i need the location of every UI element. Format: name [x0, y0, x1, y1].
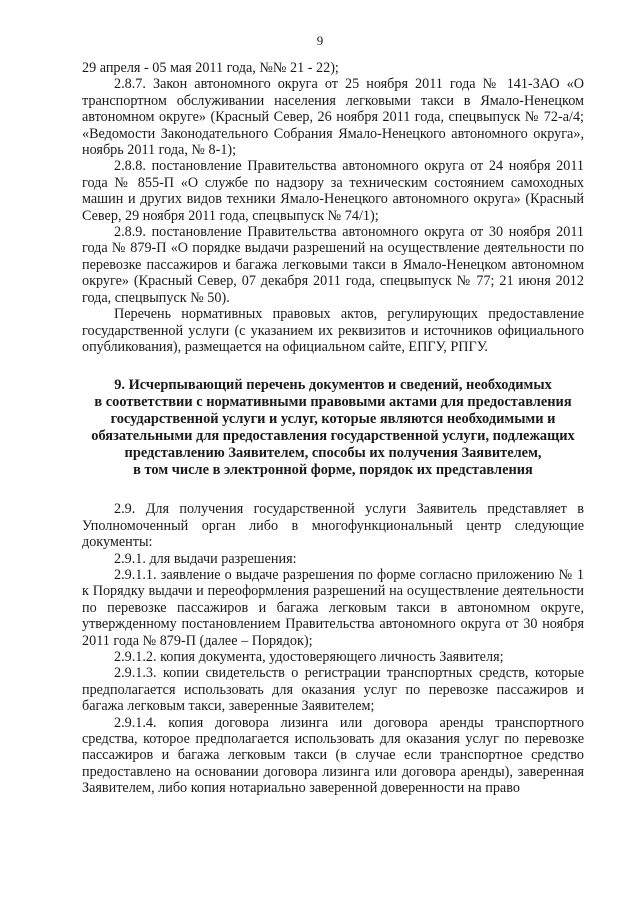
section-heading [82, 377, 584, 479]
document-body [82, 60, 584, 797]
heading-line: государственной услуги и услуг, которые являются необходимыми и [110, 411, 556, 428]
paragraph-2-8-9: 2.8.9. постановление Правительства автономного округа от 30 ноября 2011 года № 879-П «О порядке выдачи разрешений на осуществление деятельности по перевозке пассажиров и багажа легковыми такси в Ямало-Ненецком автономном округе» (Красный Север, 07 декабря 2011 года, спецвыпуск № 77; 21 июня 2012 года, спецвыпуск № 50). [82, 224, 584, 306]
heading-line: в том числе в электронной форме, порядок их представления [133, 462, 533, 479]
heading-line: обязательными для предоставления государственной услуги, подлежащих [91, 428, 575, 445]
paragraph-2-9-1-1: 2.9.1.1. заявление о выдаче разрешения по форме согласно приложению № 1 к Порядку выдачи и переоформления разрешений на осуществление деятельности по перевозке пассажиров и багажа легковым такси в автономном округе, утвержденному постановлением Правительства автономного округа от 30 ноября 2011 года № 879-П (далее – Порядок); [82, 566, 584, 649]
paragraph-2-9-1-2: 2.9.1.2. копия документа, удостоверяющего личность Заявителя; [114, 648, 504, 665]
paragraph-2-9-1: 2.9.1. для выдачи разрешения: [114, 550, 297, 567]
paragraph-2-8-7: 2.8.7. Закон автономного округа от 25 ноября 2011 года № 141-ЗАО «О транспортном обслуживании населения легковыми такси в Ямало-Ненецком автономном округе» (Красный Север, 26 ноября 2011 года, спецвыпуск № 72-а/4; «Ведомости Законодательного Собрания Ямало-Ненецкого автономного округа», ноябрь 2011 года, № 8-1); [82, 76, 584, 159]
heading-line: представлению Заявителем, способы их получения Заявителем, [124, 445, 542, 462]
heading-line: 9. Исчерпывающий перечень документов и сведений, необходимых [114, 377, 552, 394]
page-number: 9 [316, 33, 324, 48]
paragraph-2-9-1-4: 2.9.1.4. копия договора лизинга или договора аренды транспортного средства, которое предполагается использовать для оказания услуг по перевозке пассажиров и багажа легковым такси (в случае если транспортное средство предоставлено на основании договора лизинга или договора аренды), заверенная Заявителем, либо копия нотариально заверенной доверенности на право [82, 714, 584, 797]
paragraph-2-9: 2.9. Для получения государственной услуги Заявитель представляет в Уполномоченный орган либо в многофункциональный центр следующие документы: [82, 501, 584, 551]
paragraph-2-9-1-3: 2.9.1.3. копии свидетельств о регистрации транспортных средств, которые предполагается использовать для оказания услуг по перевозке пассажиров и багажа легковым такси, заверенные Заявителем; [82, 665, 584, 715]
heading-line: в соответствии с нормативными правовыми актами для предоставления [94, 394, 572, 411]
paragraph-continuation: 29 апреля - 05 мая 2011 года, №№ 21 - 22); [82, 60, 339, 76]
paragraph-2-8-8: 2.8.8. постановление Правительства автономного округа от 24 ноября 2011 года № 855-П «О службе по надзору за техническим состоянием самоходных машин и других видов техники Ямало-Ненецкого автономного округа» (Красный Север, 29 ноября 2011 года, спецвыпуск № 74/1); [82, 158, 584, 224]
paragraph-list-notice: Перечень нормативных правовых актов, регулирующих предоставление государственной услуги (с указанием их реквизитов и источников официального опубликования), размещается на официальном сайте, ЕПГУ, РПГУ. [82, 306, 584, 355]
